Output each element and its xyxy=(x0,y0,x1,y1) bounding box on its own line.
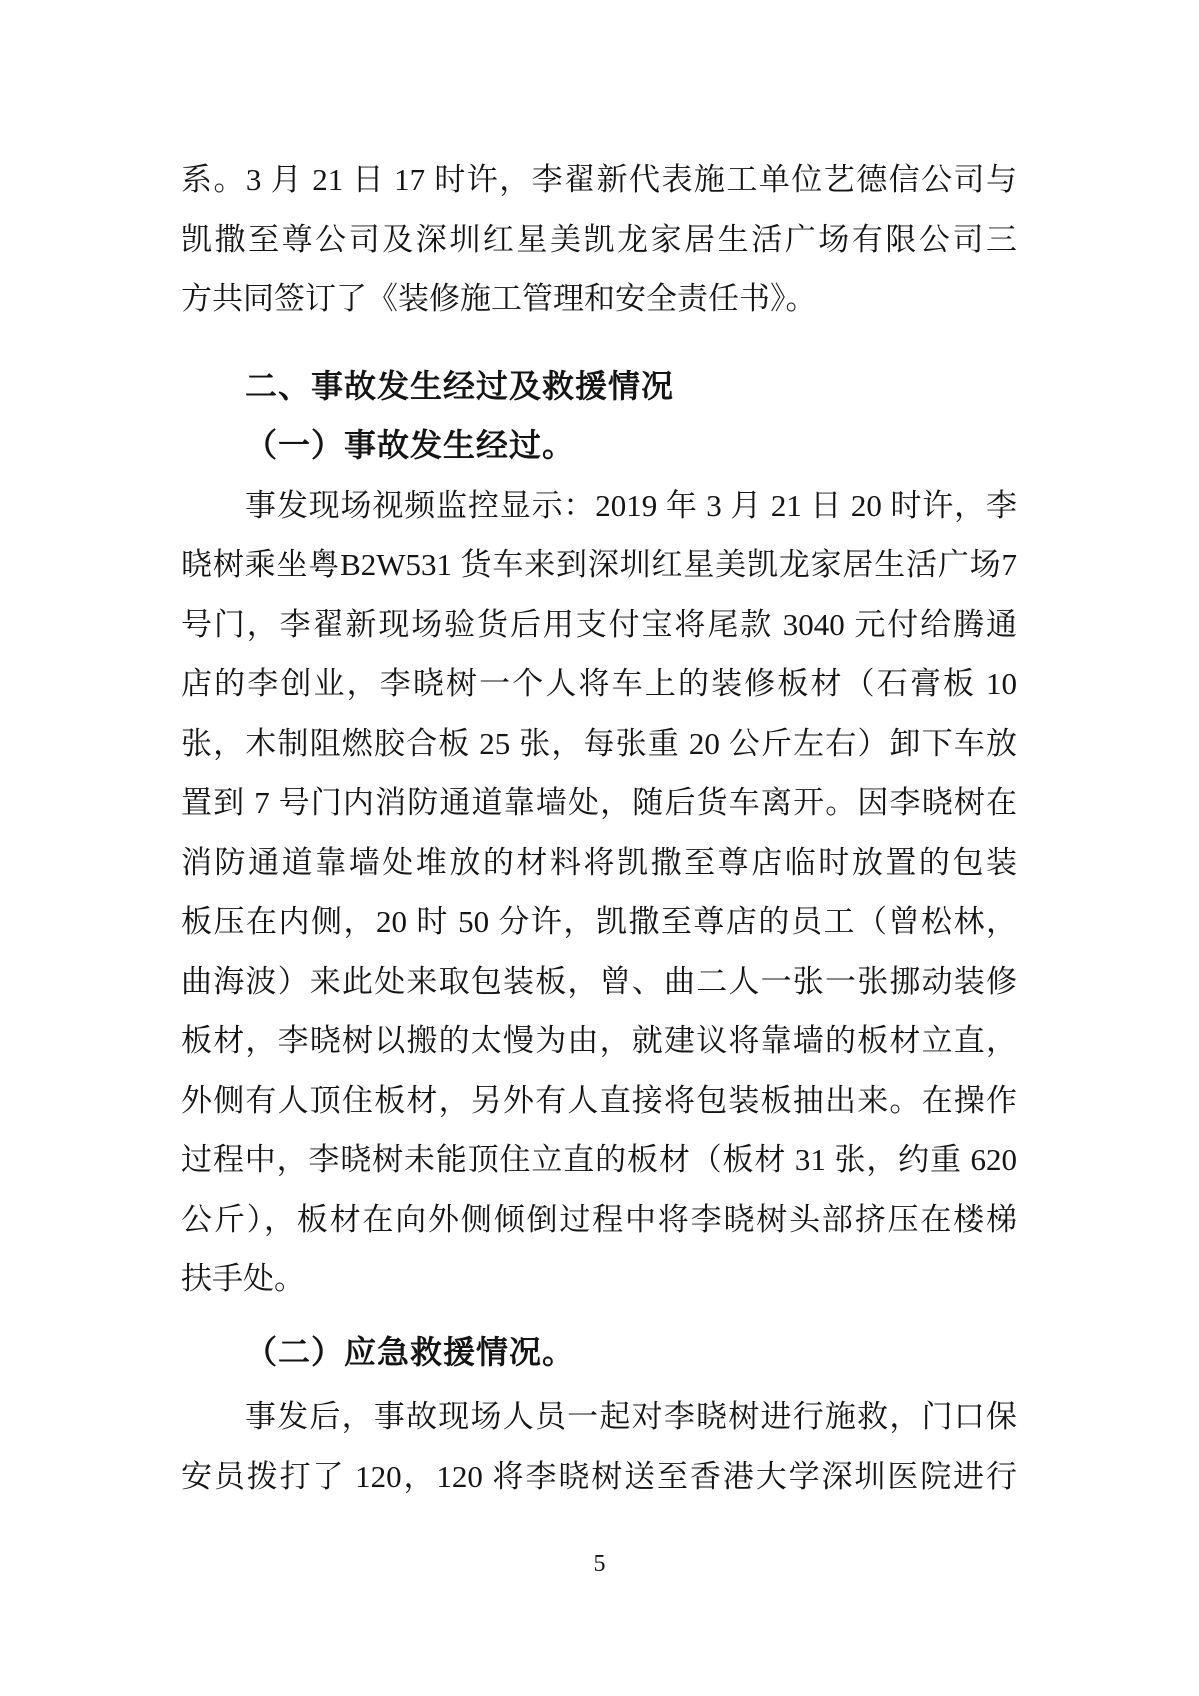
subsection-heading: （二）应急救援情况。 xyxy=(245,1333,576,1370)
text-line: 晓树乘坐粤B2W531 货车来到深圳红星美凯龙家居生活广场7 xyxy=(181,547,1017,582)
text-line: 曲海波）来此处来取包装板，曾、曲二人一张一张挪动装修 xyxy=(181,963,1017,999)
text-line: 店的李创业，李晓树一个人将车上的装修板材（石膏板 10 xyxy=(181,666,1017,701)
page-number: 5 xyxy=(593,1551,606,1577)
text-line: 扶手处。 xyxy=(181,1261,305,1296)
section-heading: 二、事故发生经过及救援情况 xyxy=(245,367,675,404)
text-line: 凯撒至尊公司及深圳红星美凯龙家居生活广场有限公司三 xyxy=(181,221,1017,257)
text-line: 置到 7 号门内消防通道靠墙处，随后货车离开。因李晓树在 xyxy=(181,785,1017,820)
text-line: 张，木制阻燃胶合板 25 张，每张重 20 公斤左右）卸下车放 xyxy=(181,725,1017,761)
text-line: 消防通道靠墙处堆放的材料将凯撒至尊店临时放置的包装 xyxy=(181,844,1017,880)
text-column xyxy=(181,150,1017,1506)
text-line: 事发现场视频监控显示：2019 年 3 月 21 日 20 时许，李 xyxy=(245,487,1017,523)
text-line: 系。3 月 21 日 17 时许，李翟新代表施工单位艺德信公司与 xyxy=(181,162,1017,197)
text-line: 板压在内侧，20 时 50 分许，凯撒至尊店的员工（曾松林， xyxy=(181,904,1017,939)
text-line: 事发后，事故现场人员一起对李晓树进行施救，门口保 xyxy=(245,1399,1017,1434)
text-line: 方共同签订了《装修施工管理和安全责任书》。 xyxy=(181,281,817,316)
text-line: 外侧有人顶住板材，另外有人直接将包装板抽出来。在操作 xyxy=(181,1082,1017,1118)
text-line: 板材，李晓树以搬的太慢为由，就建议将靠墙的板材立直， xyxy=(181,1023,1017,1058)
text-line: 过程中，李晓树未能顶住立直的板材（板材 31 张，约重 620 xyxy=(181,1142,1017,1177)
text-line: 号门，李翟新现场验货后用支付宝将尾款 3040 元付给腾通 xyxy=(181,606,1017,642)
subsection-heading: （一）事故发生经过。 xyxy=(245,427,576,463)
text-line: 公斤），板材在向外侧倾倒过程中将李晓树头部挤压在楼梯 xyxy=(181,1201,1017,1237)
text-line: 安员拨打了 120，120 将李晓树送至香港大学深圳医院进行 xyxy=(181,1458,1017,1494)
